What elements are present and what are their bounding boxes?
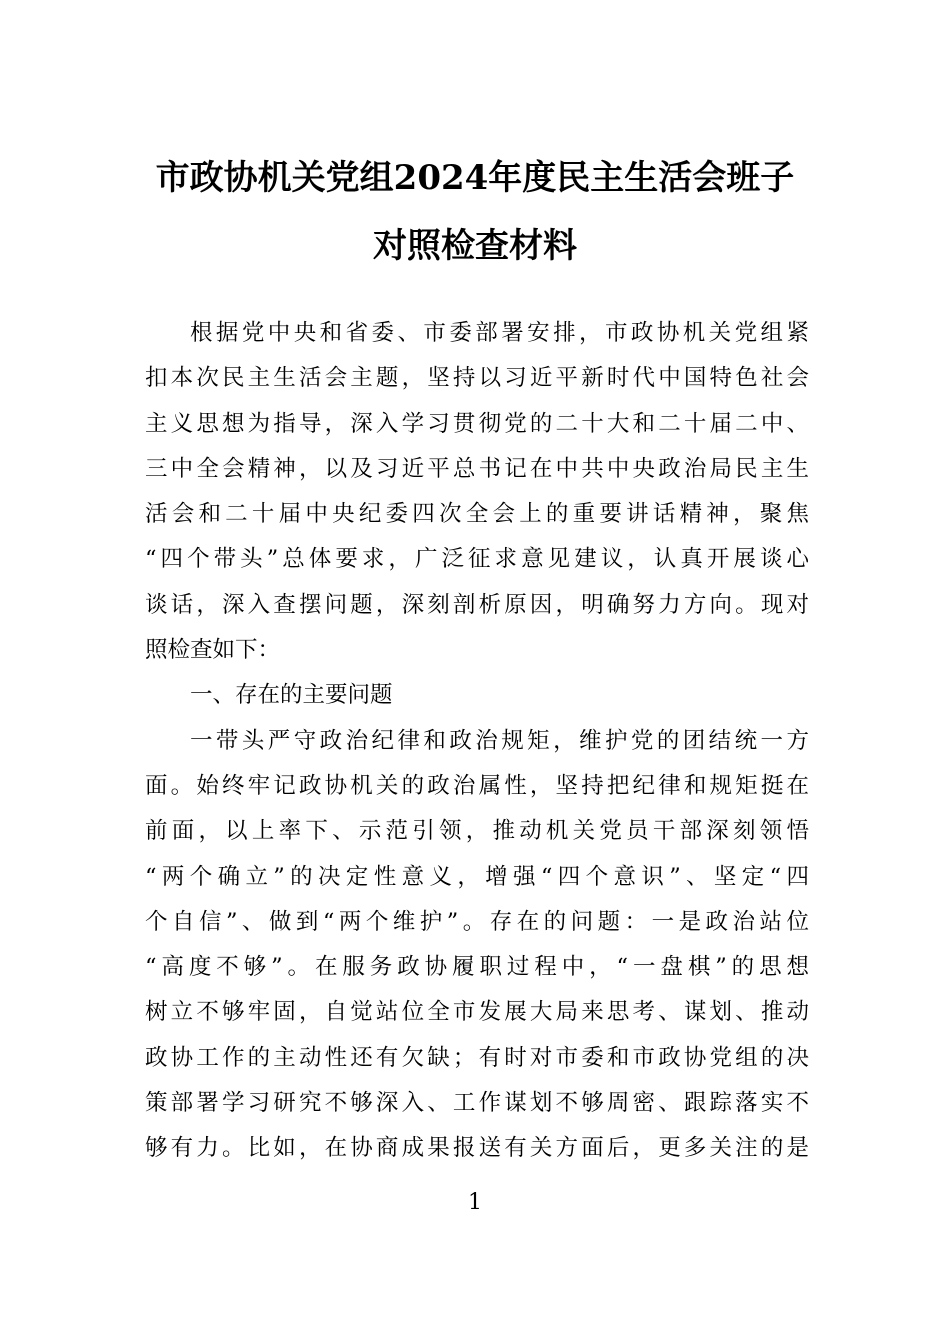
section-line: 面。始终牢记政协机关的政治属性，坚持把纪律和规矩挺在 [145,772,809,799]
section-line: “两个确立”的决定性意义，增强“四个意识”、坚定“四 [145,863,809,890]
section-heading: 一、存在的主要问题 [190,682,393,709]
section-line: 个自信”、做到“两个维护”。存在的问题：一是政治站位 [145,908,809,935]
intro-line: 照检查如下： [145,637,281,664]
section-line: 策部署学习研究不够深入、工作谋划不够周密、跟踪落实不 [145,1090,809,1117]
section-line: 树立不够牢固，自觉站位全市发展大局来思考、谋划、推动 [145,999,809,1026]
document-title-line-2: 对照检查材料 [373,226,577,266]
intro-line: 活会和二十届中央纪委四次全会上的重要讲话精神，聚焦 [145,501,809,528]
section-line: 够有力。比如，在协商成果报送有关方面后，更多关注的是 [145,1135,809,1162]
document-title-line-1: 市政协机关党组2024年度民主生活会班子 [155,158,795,198]
section-line: “高度不够”。在服务政协履职过程中，“一盘棋”的思想 [145,954,809,981]
intro-line: 谈话，深入查摆问题，深刻剖析原因，明确努力方向。现对 [145,591,809,618]
intro-line: 扣本次民主生活会主题，坚持以习近平新时代中国特色社会 [145,365,809,392]
section-line: 一带头严守政治纪律和政治规矩，维护党的团结统一方 [190,727,809,754]
intro-line: 根据党中央和省委、市委部署安排，市政协机关党组紧 [190,320,809,346]
intro-line: “四个带头”总体要求，广泛征求意见建议，认真开展谈心 [145,546,809,573]
intro-line: 三中全会精神，以及习近平总书记在中共中央政治局民主生 [145,455,809,482]
document-body [145,311,809,1172]
section-line: 前面，以上率下、示范引领，推动机关党员干部深刻领悟 [145,818,809,845]
intro-line: 主义思想为指导，深入学习贯彻党的二十大和二十届二中、 [145,410,809,437]
page-number: 1 [468,1190,482,1215]
section-line: 政协工作的主动性还有欠缺；有时对市委和市政协党组的决 [145,1044,809,1071]
